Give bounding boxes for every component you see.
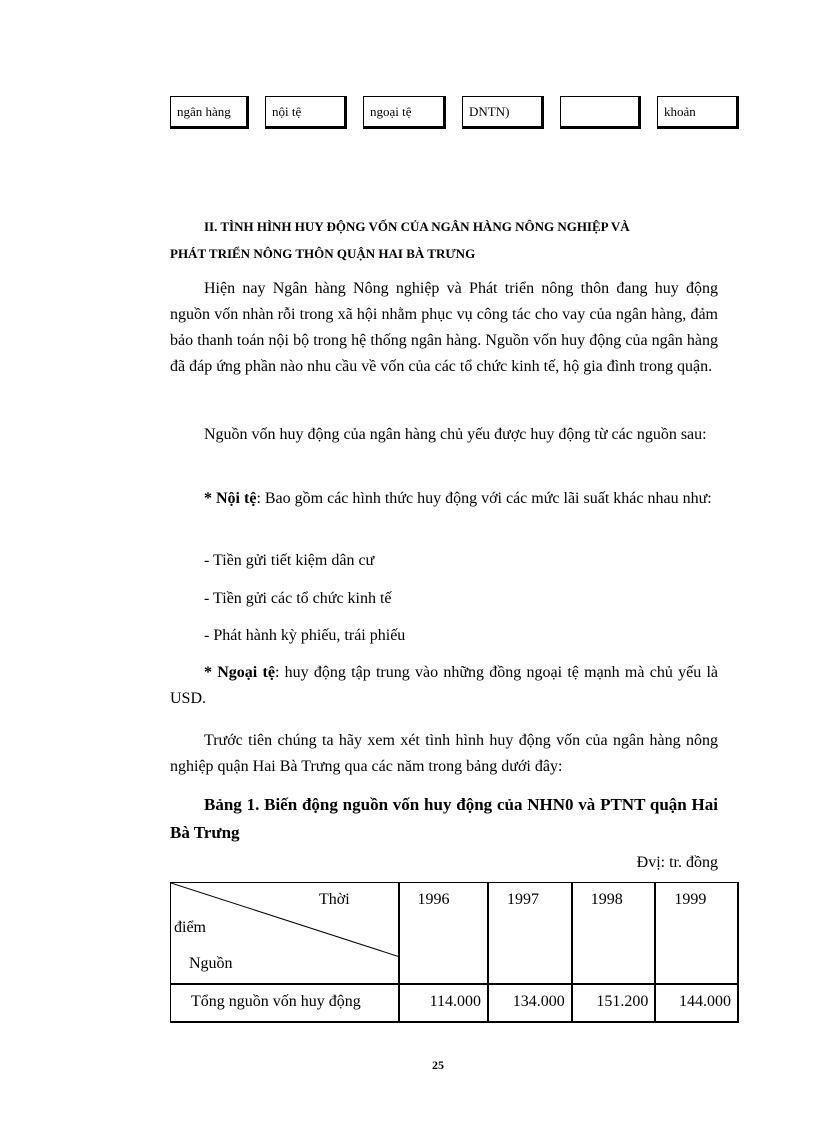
section-heading [170, 213, 718, 267]
header-point: điểm [174, 919, 206, 936]
year-header-1996: 1996 [399, 883, 489, 985]
box-empty [560, 96, 641, 129]
value-1996: 114.000 [399, 984, 489, 1022]
year-header-1997: 1997 [488, 883, 572, 985]
ngoai-te-label: * Ngoại tệ [204, 664, 275, 681]
table-caption: Bảng 1. Biến động nguồn vốn huy động của NHN0 và PTNT quận Hai Bà Trưng [170, 795, 718, 842]
value-1998: 151.200 [572, 984, 656, 1022]
year-header-1999: 1999 [655, 883, 738, 985]
unit-label: Đvị: tr. đồng [636, 854, 718, 871]
table-row [171, 984, 739, 1022]
page-number: 25 [432, 1058, 444, 1072]
section-heading-line1: II. TÌNH HÌNH HUY ĐỘNG VỐN CỦA NGÂN HÀNG NÔNG NGHIỆP VÀ [204, 219, 630, 234]
data-table [170, 882, 739, 1023]
year-header-1998: 1998 [572, 883, 656, 985]
header-source: Nguồn [189, 955, 233, 972]
diagonal-header-cell [171, 883, 399, 985]
list-item-2: - Tiền gửi các tổ chức kinh tế [204, 590, 392, 607]
noi-te-label: * Nội tệ [204, 490, 257, 507]
ngoai-te-text: : huy động tập trung vào những đồng ngoại tệ mạnh mà chủ yếu là USD. [170, 664, 718, 707]
paragraph-4 [170, 660, 718, 712]
table-header-row [171, 883, 739, 985]
paragraph-2: Nguồn vốn huy động của ngân hàng chủ yếu được huy động từ các nguồn sau: [204, 426, 707, 443]
box-dntn: DNTN) [462, 96, 544, 129]
paragraph-3 [170, 486, 718, 512]
paragraph-5: Trước tiên chúng ta hãy xem xét tình hình huy động vốn của ngân hàng nông nghiệp quận Hai Bà Trưng qua các năm trong bảng dưới đây: [170, 732, 718, 775]
list-item-1: - Tiền gửi tiết kiệm dân cư [204, 552, 375, 569]
noi-te-text: : Bao gồm các hình thức huy động với các mức lãi suất khác nhau như: [256, 490, 712, 507]
box-ngan-hang: ngân hàng [170, 96, 249, 129]
section-heading-line2: PHÁT TRIỂN NÔNG THÔN QUẬN HAI BÀ TRƯNG [170, 246, 476, 261]
list-item-3: - Phát hành kỳ phiếu, trái phiếu [204, 627, 406, 644]
box-ngoai-te: ngoại tệ [363, 96, 446, 129]
row-label: Tổng nguồn vốn huy động [171, 984, 399, 1022]
value-1997: 134.000 [488, 984, 572, 1022]
box-khoan: khoản [657, 96, 739, 129]
box-noi-te: nội tệ [265, 96, 347, 129]
header-time: Thời [319, 891, 350, 908]
value-1999: 144.000 [655, 984, 738, 1022]
paragraph-1: Hiện nay Ngân hàng Nông nghiệp và Phát triển nông thôn đang huy động nguồn vốn nhàn rỗi trong xã hội nhằm phục vụ công tác cho vay của ngân hàng, đảm bảo thanh toán nội bộ trong hệ thống ngân hàng. Nguồn vốn huy động của ngân hàng đã đáp ứng phần nào nhu cầu về vốn của các tổ chức kinh tế, hộ gia đình trong quận. [170, 280, 718, 375]
